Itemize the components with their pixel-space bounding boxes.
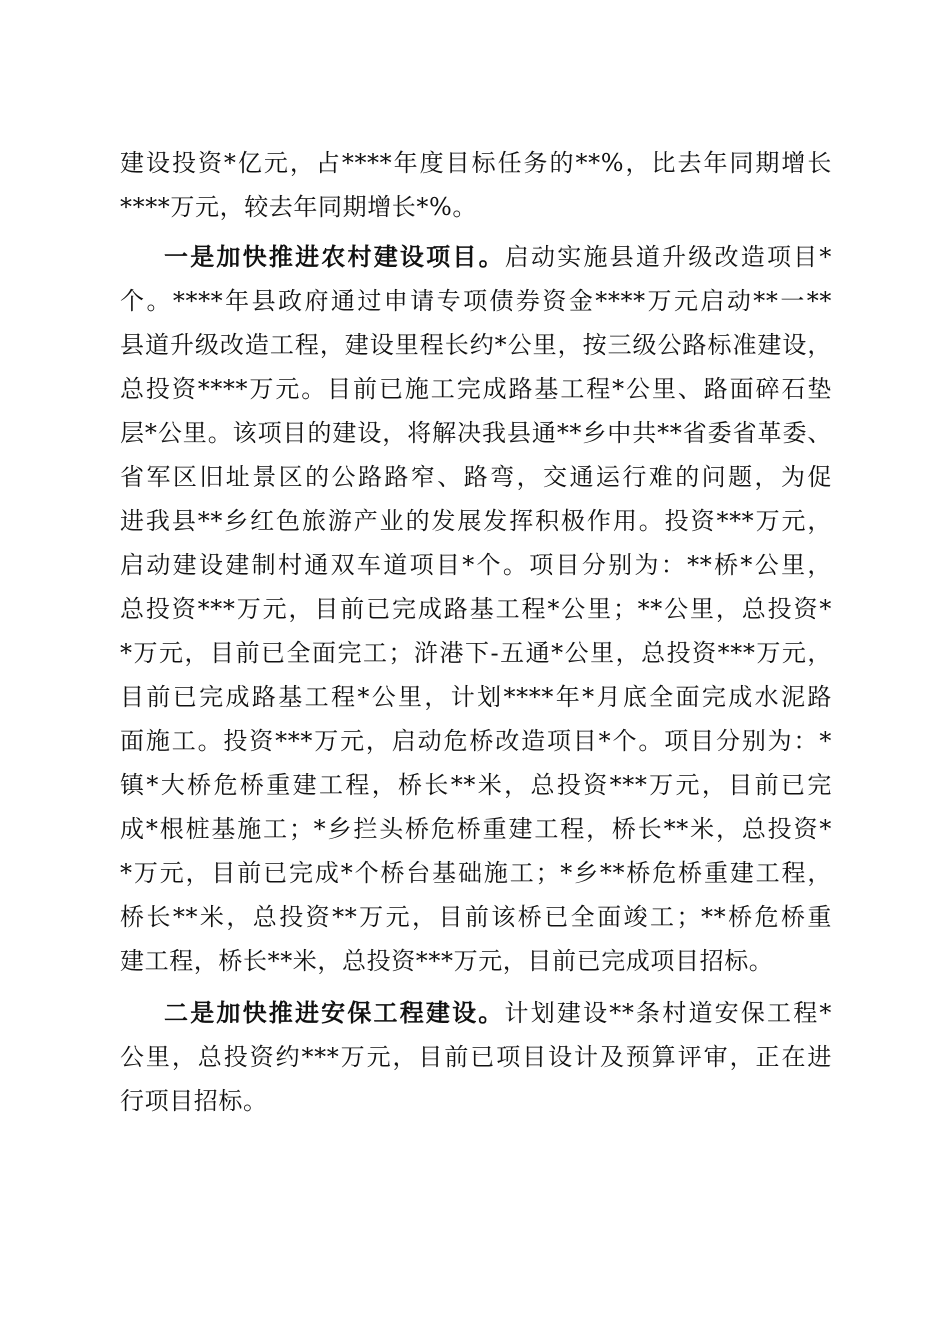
section1-line: 总投资****万元。目前已施工完成路基工程*公里、路面碎石垫 bbox=[120, 375, 832, 403]
section1-line: 桥长**米，总投资**万元，目前该桥已全面竣工；**桥危桥重 bbox=[120, 903, 832, 931]
section1-line: 建工程，桥长**米，总投资***万元，目前已完成项目招标。 bbox=[120, 947, 774, 975]
section1-first-line-rest: 启动实施县道升级改造项目* bbox=[504, 243, 832, 271]
section2-first-line bbox=[120, 991, 832, 1035]
section2-line: 公里，总投资约***万元，目前已项目设计及预算评审，正在进 bbox=[120, 1043, 832, 1071]
section1-line: 层*公里。该项目的建设，将解决我县通**乡中共**省委省革委、 bbox=[120, 419, 832, 447]
section1-line: 进我县**乡红色旅游产业的发展发挥积极作用。投资***万元， bbox=[120, 507, 832, 535]
section1-line: 省军区旧址景区的公路路窄、路弯，交通运行难的问题，为促 bbox=[120, 463, 832, 491]
section2-line: 行项目招标。 bbox=[120, 1087, 268, 1115]
section1-line: 镇*大桥危桥重建工程，桥长**米，总投资***万元，目前已完 bbox=[120, 771, 832, 799]
section2-paragraph bbox=[120, 991, 832, 1123]
section1-line: 成*根桩基施工；*乡拦头桥危桥重建工程，桥长**米，总投资* bbox=[120, 815, 832, 843]
section1-line: 总投资***万元，目前已完成路基工程*公里；**公里，总投资* bbox=[120, 595, 832, 623]
intro-line-2: ****万元，较去年同期增长*%。 bbox=[120, 193, 478, 221]
section1-heading: 一是加快推进农村建设项目。 bbox=[164, 242, 505, 271]
section2-heading: 二是加快推进安保工程建设。 bbox=[164, 998, 505, 1027]
intro-line-1: 建设投资*亿元，占****年度目标任务的**%，比去年同期增长 bbox=[120, 149, 832, 177]
intro-paragraph bbox=[120, 141, 832, 229]
section2-first-line-rest: 计划建设**条村道安保工程* bbox=[504, 999, 832, 1027]
section1-line: 个。****年县政府通过申请专项债券资金****万元启动**一** bbox=[120, 287, 832, 315]
section1-line: 县道升级改造工程，建设里程长约*公里，按三级公路标准建设， bbox=[120, 331, 832, 359]
section1-line: *万元，目前已全面完工；浒港下-五通*公里，总投资***万元， bbox=[120, 639, 832, 667]
section1-line: *万元，目前已完成*个桥台基础施工；*乡**桥危桥重建工程， bbox=[120, 859, 832, 887]
section1-line: 目前已完成路基工程*公里，计划****年*月底全面完成水泥路 bbox=[120, 683, 832, 711]
section1-paragraph bbox=[120, 235, 832, 983]
section1-line: 面施工。投资***万元，启动危桥改造项目*个。项目分别为：* bbox=[120, 727, 832, 755]
section1-first-line bbox=[120, 235, 832, 279]
section1-line: 启动建设建制村通双车道项目*个。项目分别为：**桥*公里， bbox=[120, 551, 832, 579]
